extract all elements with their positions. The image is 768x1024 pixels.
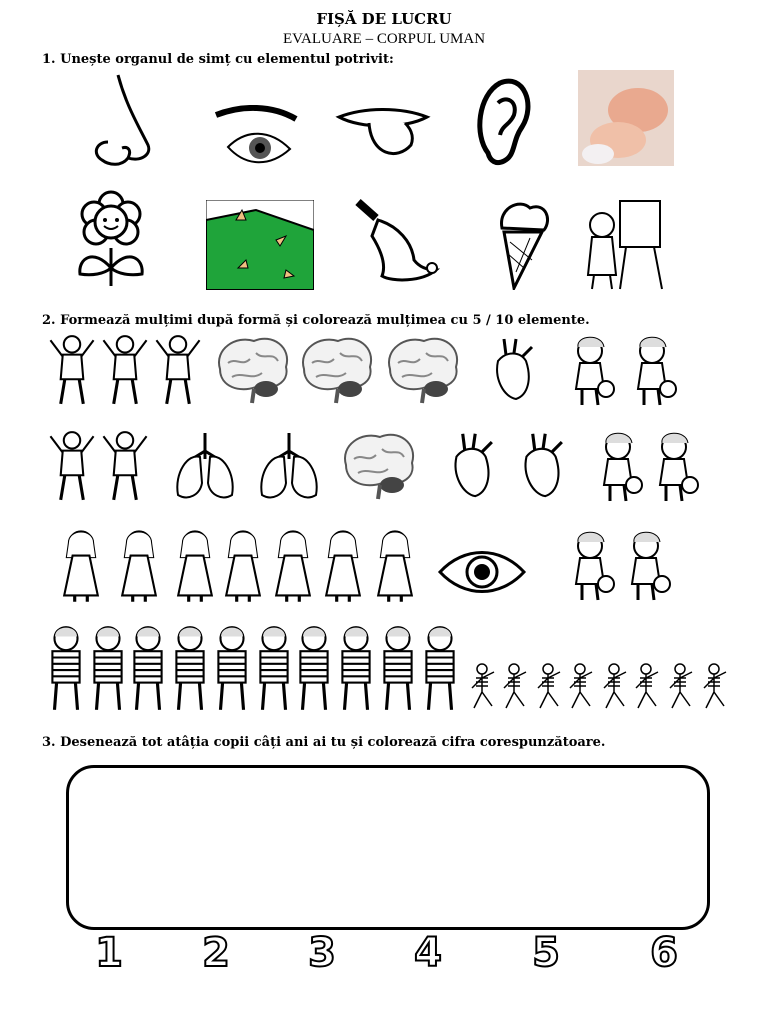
boy-striped-icon[interactable] (378, 624, 418, 714)
drawing-box[interactable] (66, 765, 710, 930)
girl-dress-icon[interactable] (174, 524, 216, 606)
skeleton-icon[interactable] (666, 662, 696, 712)
digit-6[interactable]: 6 (650, 930, 678, 976)
boy-icon[interactable] (99, 428, 151, 504)
brain-icon[interactable] (296, 332, 376, 408)
task-text: Desenează tot atâția copii câți ani ai tu și colorează cifra corespunzătoare. (60, 735, 606, 750)
skeleton-icon[interactable] (632, 662, 662, 712)
tongue-mouth-icon[interactable] (335, 105, 431, 165)
boy-icon[interactable] (152, 332, 204, 408)
heart-icon[interactable] (444, 428, 496, 504)
nose-icon[interactable] (88, 70, 158, 170)
girl-dress-icon[interactable] (272, 524, 314, 606)
skeleton-icon[interactable] (534, 662, 564, 712)
hand-touch-photo[interactable] (578, 70, 674, 166)
child-painting-icon[interactable] (580, 195, 672, 291)
cactus-image[interactable] (206, 200, 314, 290)
boy-striped-icon[interactable] (336, 624, 376, 714)
skeleton-icon[interactable] (600, 662, 630, 712)
girl-dress-icon[interactable] (374, 524, 416, 606)
boy-icon[interactable] (46, 428, 98, 504)
ear-icon[interactable] (470, 75, 534, 167)
girl-dress-icon[interactable] (118, 524, 160, 606)
boy-striped-icon[interactable] (170, 624, 210, 714)
task-number: 3. (42, 735, 56, 750)
page-title: FIȘĂ DE LUCRU (316, 10, 452, 28)
boy-striped-icon[interactable] (88, 624, 128, 714)
girl-dress-icon[interactable] (60, 524, 102, 606)
girl-dress-icon[interactable] (322, 524, 364, 606)
task-1-instruction (42, 52, 394, 67)
boy-striped-icon[interactable] (294, 624, 334, 714)
girl-tennis-icon[interactable] (566, 332, 622, 408)
skeleton-icon[interactable] (468, 662, 498, 712)
eye-icon[interactable] (212, 105, 298, 170)
skeleton-icon[interactable] (700, 662, 730, 712)
bell-icon[interactable] (352, 196, 448, 290)
girl-dress-icon[interactable] (222, 524, 264, 606)
digit-1[interactable]: 1 (95, 930, 123, 976)
lungs-icon[interactable] (254, 428, 324, 504)
digit-5[interactable]: 5 (532, 930, 560, 976)
girl-tennis-icon[interactable] (622, 524, 678, 606)
girl-tennis-icon[interactable] (650, 428, 706, 504)
skeleton-icon[interactable] (500, 662, 530, 712)
brain-icon[interactable] (338, 428, 418, 504)
digit-2[interactable]: 2 (202, 930, 230, 976)
digit-3[interactable]: 3 (308, 930, 336, 976)
girl-tennis-icon[interactable] (566, 524, 622, 606)
heart-icon[interactable] (514, 428, 566, 504)
boy-striped-icon[interactable] (420, 624, 460, 714)
page-subtitle: EVALUARE – CORPUL UMAN (282, 31, 486, 47)
task-3-instruction (42, 735, 605, 750)
ice-cream-icon[interactable] (496, 198, 552, 290)
heart-icon[interactable] (486, 332, 536, 408)
task-2-instruction (42, 313, 590, 328)
brain-icon[interactable] (212, 332, 292, 408)
task-number: 1. (42, 52, 56, 67)
task-number: 2. (42, 313, 56, 328)
boy-striped-icon[interactable] (212, 624, 252, 714)
digit-4[interactable]: 4 (414, 930, 442, 976)
lungs-icon[interactable] (170, 428, 240, 504)
task-text: Formează mulțimi după formă și colorează mulțimea cu 5 / 10 elemente. (60, 313, 590, 328)
brain-icon[interactable] (382, 332, 462, 408)
boy-icon[interactable] (46, 332, 98, 408)
task-text: Unește organul de simț cu elementul potrivit: (60, 52, 394, 67)
flower-icon[interactable] (74, 188, 148, 288)
boy-striped-icon[interactable] (46, 624, 86, 714)
skeleton-icon[interactable] (566, 662, 596, 712)
boy-striped-icon[interactable] (254, 624, 294, 714)
boy-icon[interactable] (99, 332, 151, 408)
eye-icon[interactable] (436, 544, 528, 598)
girl-tennis-icon[interactable] (628, 332, 684, 408)
girl-tennis-icon[interactable] (594, 428, 650, 504)
boy-striped-icon[interactable] (128, 624, 168, 714)
